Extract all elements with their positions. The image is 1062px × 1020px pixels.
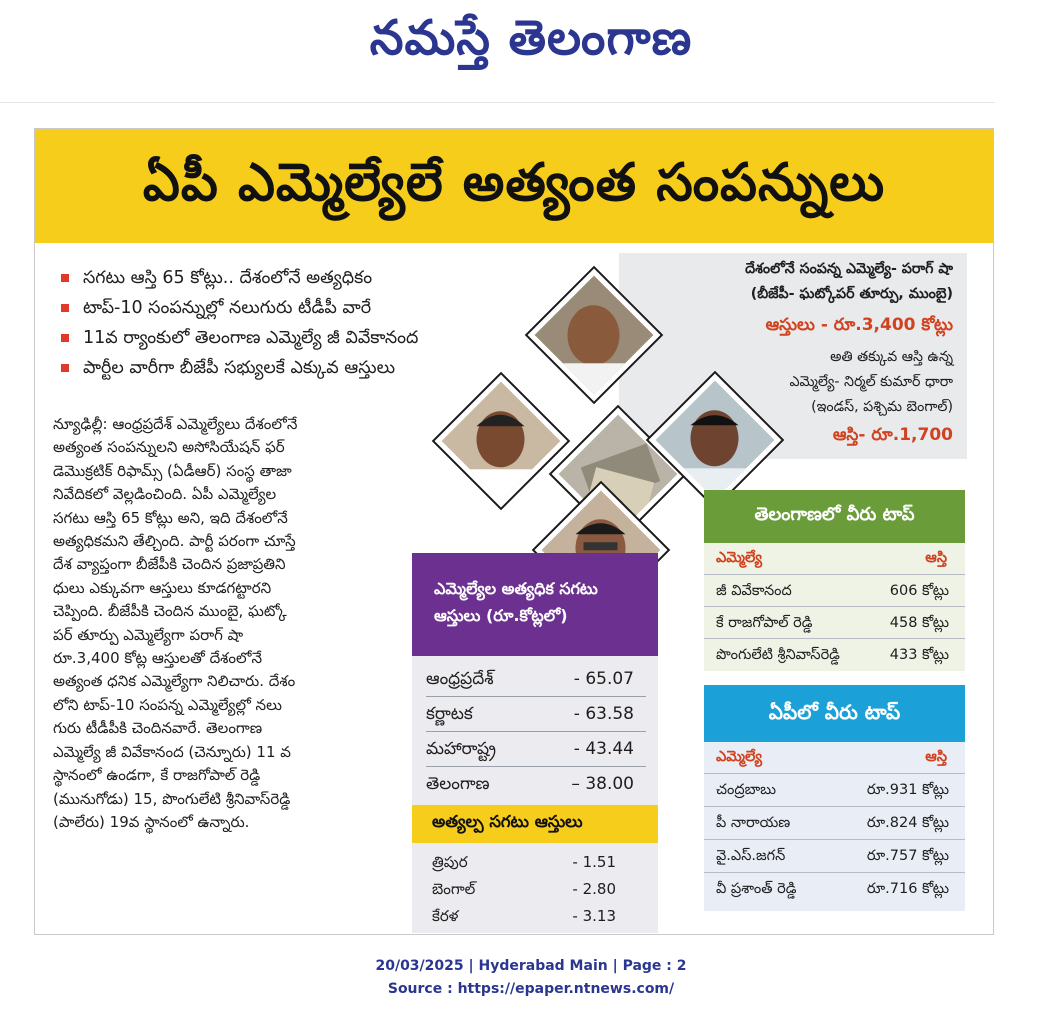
edition-info: 20/03/2025 | Hyderabad Main | Page : 2 [375,958,687,974]
body-line: అత్యంత ధనిక ఎమ్మెల్యేగా నిలిచారు. దేశం [53,672,296,691]
average-assets-header [412,553,658,656]
richest-mla-party-line: (బీజేపీ- ఘట్కోపర్ తూర్పు, ముంబై) [750,286,953,302]
body-line: గురు టీడీపీకి చెందినవారే. తెలంగాణ [53,719,263,738]
poorest-mla-intro: అతి తక్కువ ఆస్తి ఉన్న [830,349,953,365]
lowest-assets-row: కేరళ - 3.13 [432,907,616,925]
average-assets-title: ఎమ్మెల్యేల అత్యధిక సగటు ఆస్తులు (రూ.కోట్లలో) [434,579,598,625]
average-assets-row: తెలంగాణ – 38.00 [426,774,634,794]
newspaper-logo: నమస్తే తెలంగాణ [369,10,693,66]
ap-top-title: ఏపీలో వీరు టాప్ [768,700,901,724]
row-divider [426,731,646,732]
table-row: వై.ఎస్.జగన్ రూ.757 కోట్లు [704,839,965,872]
row-divider [426,766,646,767]
table-row: పొంగులేటి శ్రీనివాస్‌రెడ్డి 433 కోట్లు [704,638,965,671]
poorest-mla-name: ఎమ్మెల్యే- నిర్మల్ కుమార్ ధారా [789,374,953,390]
key-points-list [55,263,525,383]
key-point: 11వ ర్యాంకులో తెలంగాణ ఎమ్మెల్యే జీ వివేకానంద [55,323,525,353]
lowest-assets-title: అత్యల్ప సగటు ఆస్తులు [432,812,583,831]
body-line: న్యూఢిల్లీ: ఆంధ్రప్రదేశ్ ఎమ్మెల్యేలు దేశంలోనే [53,415,298,433]
headline: ఏపీ ఎమ్మెల్యేలే అత్యంత సంపన్నులు [142,153,886,213]
key-point: టాప్-10 సంపన్నుల్లో నలుగురు టీడీపీ వారే [55,293,525,323]
body-line: అత్యంత సంపన్నులని అసోసియేషన్ ఫర్ [53,438,285,457]
news-article [34,128,994,935]
row-divider [426,696,646,697]
telangana-top-header [704,490,965,543]
table-header: ఎమ్మెల్యే ఆస్తి [716,550,947,566]
body-line: ఎమ్మెల్యే జీ వివేకానంద (చెన్నూరు) 11 వ [53,742,291,761]
poorest-mla-assets: ఆస్తి- రూ.1,700 [832,425,953,445]
key-point: సగటు ఆస్తి 65 కోట్లు.. దేశంలోనే అత్యధికం [55,263,525,293]
table-row: జీ వివేకానంద 606 కోట్లు [704,574,965,607]
lowest-assets-header [412,805,658,843]
lowest-assets-row: త్రిపుర - 1.51 [432,853,616,871]
body-line: దేశ వ్యాప్తంగా బీజేపీకి చెందిన ప్రజాప్రతిని [53,555,286,574]
body-line: సగటు ఆస్తి 65 కోట్లు అని, ఇది దేశంలోనే [53,508,288,527]
body-line: (మునుగోడు) 15, పొంగులేటి శ్రీనివాస్‌రెడ్డి [53,789,291,808]
poorest-mla-constituency: (ఇండస్, పశ్చిమ బెంగాల్) [811,399,953,415]
key-point: పార్టీల వారీగా బీజేపీ సభ్యులకే ఎక్కువ ఆస్తులు [55,353,525,383]
body-line: డెమొక్రటిక్ రిఫామ్స్ (ఏడీఆర్) సంస్థ తాజా [53,461,292,480]
richest-mla-assets: ఆస్తులు - రూ.3,400 కోట్లు [765,315,953,335]
telangana-top-title: తెలంగాణలో వీరు టాప్ [754,504,915,525]
average-assets-box [412,553,658,933]
ap-top-header [704,685,965,742]
lowest-assets-row: బెంగాల్ - 2.80 [432,880,616,898]
body-line: చెప్పింది. బీజేపీకి చెందిన ముంబై, ఘట్కో [53,602,287,621]
body-line: (పాలేరు) 19వ స్థానంలో ఉన్నారు. [53,812,250,831]
square-bullet-icon [61,334,69,342]
table-row: కే రాజగోపాల్ రెడ్డి 458 కోట్లు [704,606,965,639]
table-header: ఎమ్మెల్యే ఆస్తి [716,749,947,765]
body-line: స్థానంలో ఉండగా, కే రాజగోపాల్ రెడ్డి [53,766,261,785]
average-assets-row: మహారాష్ట్ర - 43.44 [426,739,634,759]
body-line: రూ.3,400 కోట్ల ఆస్తులతో దేశంలోనే [53,649,263,668]
source-link[interactable]: Source : https://epaper.ntnews.com/ [387,981,675,997]
body-line: అత్యధికమని తేల్చింది. పార్టీ పరంగా చూస్తే [53,532,296,551]
telangana-top-table [704,490,965,671]
square-bullet-icon [61,364,69,372]
masthead-divider [0,102,995,103]
body-line: పర్ తూర్పు ఎమ్మెల్యేగా పరాగ్ షా [53,625,244,644]
average-assets-row: ఆంధ్రప్రదేశ్ - 65.07 [426,669,634,689]
square-bullet-icon [61,274,69,282]
person-photo [435,375,568,508]
masthead [0,0,1062,86]
table-row: చంద్రబాబు రూ.931 కోట్లు [704,773,965,806]
body-line: ధులు ఎక్కువగా ఆస్తులు కూడగట్టారని [53,578,272,597]
body-line: నివేదికలో వెల్లడించింది. ఏపీ ఎమ్మెల్యేల [53,485,277,504]
average-assets-row: కర్ణాటక - 63.58 [426,704,634,724]
ap-top-table [704,685,965,911]
table-row: వీ ప్రశాంత్ రెడ్డి రూ.716 కోట్లు [704,872,965,905]
square-bullet-icon [61,304,69,312]
headline-band [35,129,993,243]
body-line: లోని టాప్-10 సంపన్న ఎమ్మెల్యేల్లో నలు [53,695,282,714]
article-body [53,413,393,834]
portrait-icon [435,381,568,507]
richest-mla-line: దేశంలోనే సంపన్న ఎమ్మెల్యే- పరాగ్ షా [745,261,953,277]
table-row: పీ నారాయణ రూ.824 కోట్లు [704,806,965,839]
